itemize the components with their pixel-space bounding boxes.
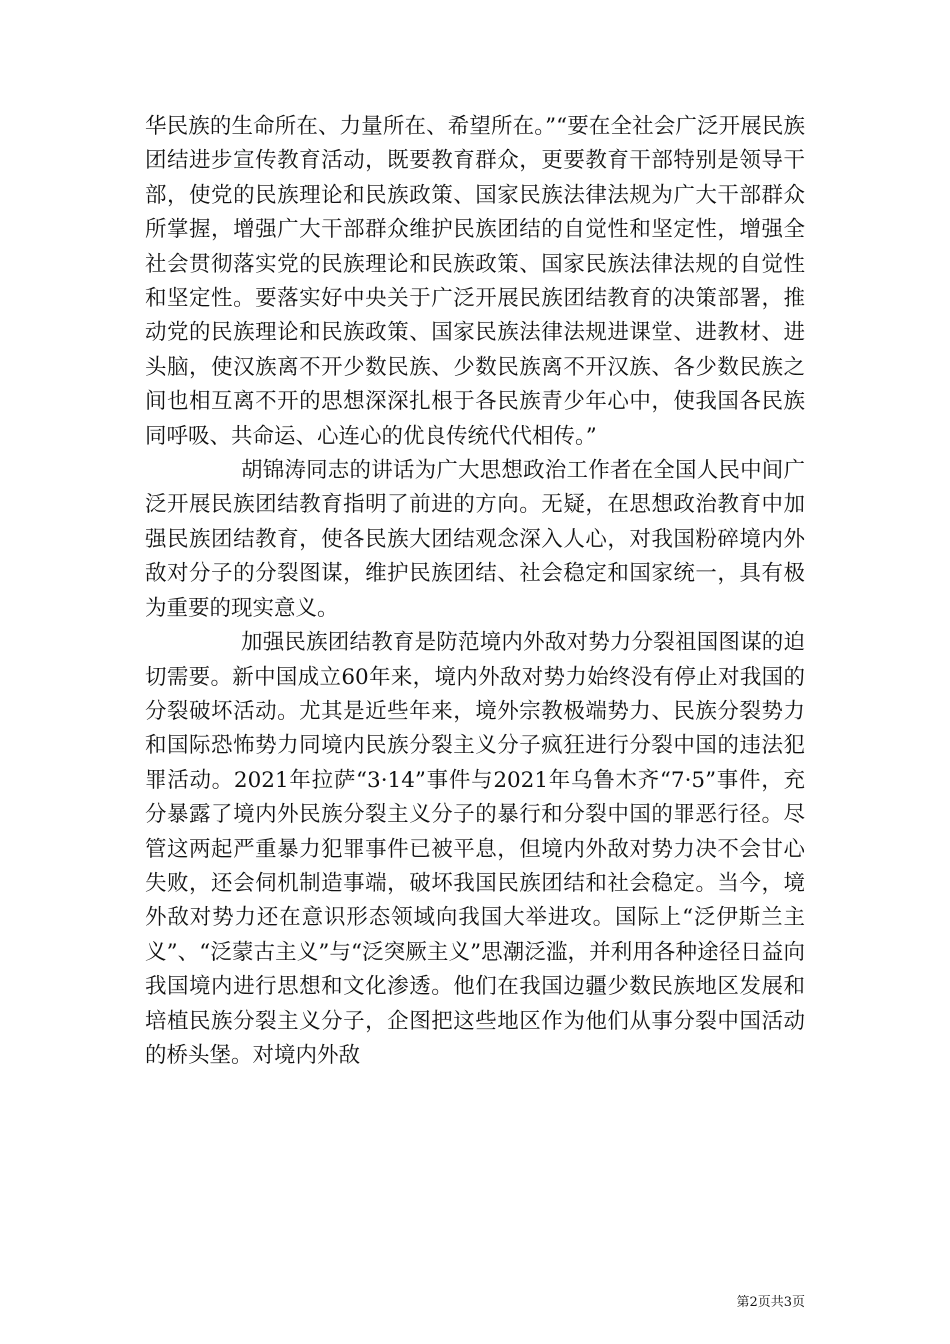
page-number-footer: 第2页共3页 — [736, 1295, 805, 1310]
paragraph-3: 加强民族团结教育是防范境内外敌对势力分裂祖国图谋的迫切需要。新中国成立60年来，境内外敌对势力始终没有停止对我国的分裂破坏活动。尤其是近些年来，境外宗教极端势力、民族分裂势力和国际恐怖势力同境内民族分裂主义分子疯狂进行分裂中国的违法犯罪活动。2021年拉萨“3·14”事件与2021年乌鲁木齐“7·5”事件，充分暴露了境内外民族分裂主义分子的暴行和分裂中国的罪恶行径。尽管这两起严重暴力犯罪事件已被平息，但境内外敌对势力决不会甘心失败，还会伺机制造事端，破坏我国民族团结和社会稳定。当今，境外敌对势力还在意识形态领域向我国大举进攻。国际上“泛伊斯兰主义”、“泛蒙古主义”与“泛突厥主义”思潮泛滥，并利用各种途径日益向我国境内进行思想和文化渗透。他们在我国边疆少数民族地区发展和培植民族分裂主义分子，企图把这些地区作为他们从事分裂中国活动的桥头堡。对境内外敌 — [145, 630, 805, 1068]
paragraph-1: 华民族的生命所在、力量所在、希望所在。”“要在全社会广泛开展民族团结进步宣传教育活动，既要教育群众，更要教育干部特别是领导干部，使党的民族理论和民族政策、国家民族法律法规为广大干部群众所掌握，增强广大干部群众维护民族团结的自觉性和坚定性，增强全社会贯彻落实党的民族理论和民族政策、国家民族法律法规的自觉性和坚定性。要落实好中央关于广泛开展民族团结教育的决策部署，推动党的民族理论和民族政策、国家民族法律法规进课堂、进教材、进头脑，使汉族离不开少数民族、少数民族离不开汉族、各少数民族之间也相互离不开的思想深深扎根于各民族青少年心中，使我国各民族同呼吸、共命运、心连心的优良传统代代相传。” — [145, 114, 805, 449]
body-text — [145, 110, 805, 1073]
paragraph-2: 胡锦涛同志的讲话为广大思想政治工作者在全国人民中间广泛开展民族团结教育指明了前进的方向。无疑，在思想政治教育中加强民族团结教育，使各民族大团结观念深入人心，对我国粉碎境内外敌对分子的分裂图谋，维护民族团结、社会稳定和国家统一，具有极为重要的现实意义。 — [145, 458, 805, 621]
